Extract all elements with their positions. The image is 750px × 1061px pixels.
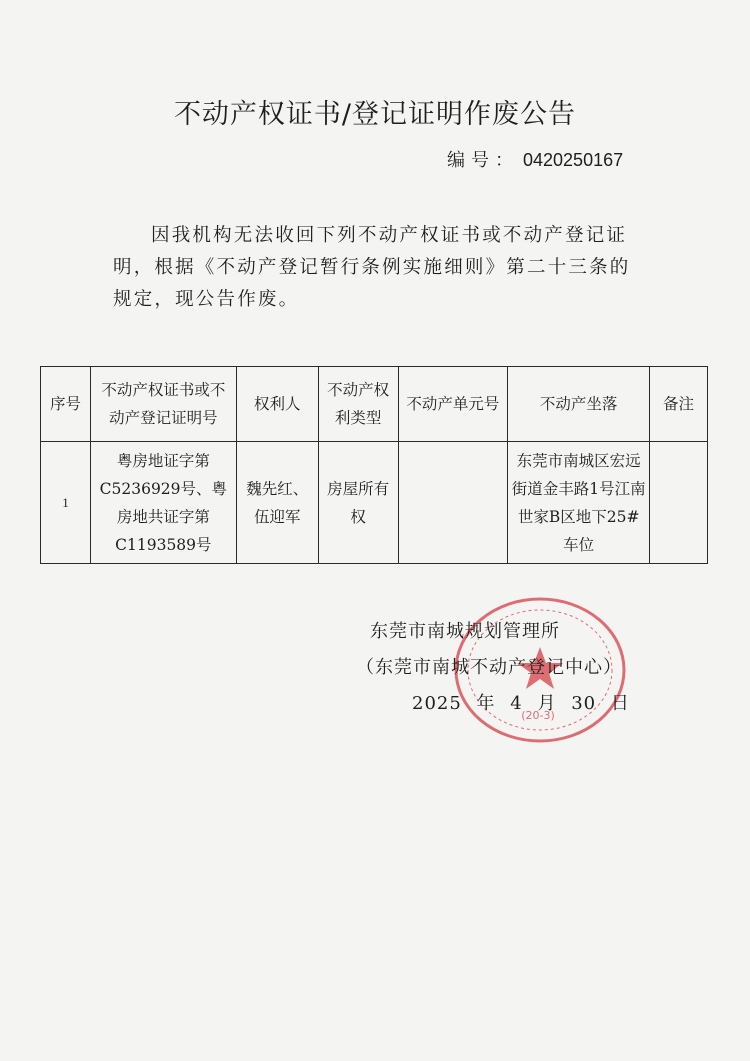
document-number-label: 编号： bbox=[447, 150, 519, 171]
document-number bbox=[447, 146, 623, 172]
date-year-unit: 年 bbox=[476, 693, 496, 714]
announcement-body: 因我机构无法收回下列不动产权证书或不动产登记证明，根据《不动产登记暂行条例实施细则》第二十三条的规定，现公告作废。 bbox=[113, 225, 631, 310]
header-right-type: 不动产权利类型 bbox=[318, 367, 398, 442]
date-year: 2025 bbox=[412, 693, 462, 714]
cell-right-type: 房屋所有权 bbox=[318, 442, 398, 564]
date-month-unit: 月 bbox=[537, 693, 557, 714]
issue-date bbox=[412, 686, 670, 722]
cell-location: 东莞市南城区宏远街道金丰路1号江南世家B区地下25#车位 bbox=[508, 442, 650, 564]
date-month: 4 bbox=[510, 693, 523, 714]
cell-remark bbox=[650, 442, 708, 564]
table-row bbox=[41, 442, 708, 564]
date-day: 30 bbox=[571, 693, 597, 714]
header-cert-no: 不动产权证书或不动产登记证明号 bbox=[90, 367, 236, 442]
voided-certificates-table bbox=[40, 366, 708, 564]
document-number-value: 0420250167 bbox=[523, 150, 624, 170]
cell-holder: 魏先红、伍迎军 bbox=[236, 442, 318, 564]
document-title: 不动产权证书/登记证明作废公告 bbox=[173, 99, 577, 130]
cell-cert-no: 粤房地证字第C5236929号、粤房地共证字第C1193589号 bbox=[90, 442, 236, 564]
date-day-unit: 日 bbox=[610, 693, 630, 714]
issuer-block bbox=[356, 614, 670, 722]
issuer-name: 东莞市南城规划管理所 bbox=[370, 621, 560, 642]
seal-code: (20-3) bbox=[521, 709, 555, 722]
header-index: 序号 bbox=[41, 367, 91, 442]
cell-index: 1 bbox=[41, 442, 91, 564]
header-unit-no: 不动产单元号 bbox=[398, 367, 508, 442]
header-remark: 备注 bbox=[650, 367, 708, 442]
header-location: 不动产坐落 bbox=[508, 367, 650, 442]
table-header-row bbox=[41, 367, 708, 442]
cell-unit-no bbox=[398, 442, 508, 564]
header-holder: 权利人 bbox=[236, 367, 318, 442]
issuer-sub-name: （东莞市南城不动产登记中心） bbox=[356, 657, 622, 678]
